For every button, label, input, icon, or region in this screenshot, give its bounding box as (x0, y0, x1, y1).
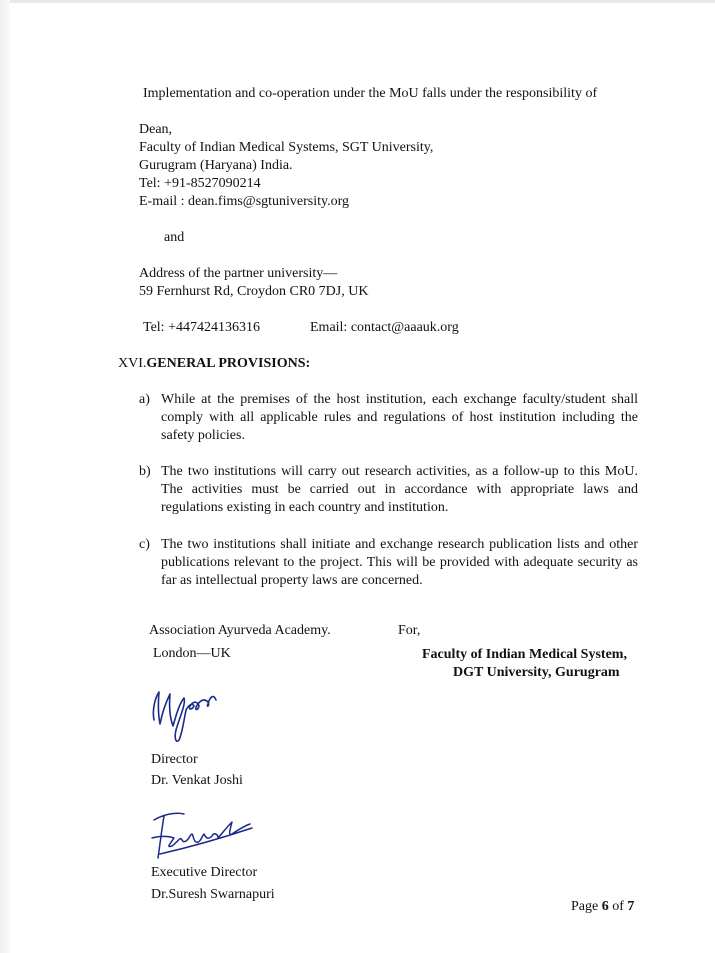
page-number (571, 898, 634, 916)
list-item-text: The two institutions shall initiate and exchange research publication lists and other publications relevant to the project. This will be provided with adequate security as far as intellectual property laws are concerned. (161, 537, 638, 588)
partner-telephone: Tel: +447424136316 (143, 320, 260, 335)
dean-title: Dean, (139, 122, 173, 137)
list-item-label: a) (139, 392, 150, 407)
page-prefix: Page (571, 899, 602, 914)
partner-email: Email: contact@aaauk.org (310, 320, 459, 335)
section-title: GENERAL PROVISIONS: (146, 356, 311, 371)
executive-director-name: Dr.Suresh Swarnapuri (151, 887, 275, 902)
page-top-edge (0, 0, 715, 3)
current-page: 6 (601, 899, 609, 914)
dean-email: E-mail : dean.fims@sgtuniversity.org (139, 194, 350, 209)
list-item-label: b) (139, 464, 151, 479)
section-number: XVI. (118, 356, 147, 371)
section-heading (118, 355, 310, 373)
for-label: For, (398, 623, 421, 638)
partner-heading: Address of the partner university— (139, 266, 338, 281)
total-pages: 7 (627, 899, 635, 914)
dean-telephone: Tel: +91-8527090214 (139, 176, 261, 191)
director-role: Director (151, 752, 198, 767)
page-of: of (608, 899, 628, 914)
right-party-university: DGT University, Gurugram (453, 665, 620, 680)
list-item-label: c) (139, 537, 150, 552)
director-signature (146, 680, 226, 746)
executive-director-signature (146, 806, 258, 864)
list-item-text: The two institutions will carry out research activities, as a follow-up to this MoU. The activities must be carried out in accordance with appropriate laws and regulations existing in each country and institution. (161, 464, 638, 515)
dean-faculty-line: Faculty of Indian Medical Systems, SGT University, (139, 140, 434, 155)
and-connector: and (164, 230, 185, 245)
partner-address: 59 Fernhurst Rd, Croydon CR0 7DJ, UK (139, 284, 369, 299)
right-party-faculty: Faculty of Indian Medical System, (422, 647, 627, 662)
director-name: Dr. Venkat Joshi (151, 773, 243, 788)
list-item-text: While at the premises of the host institution, each exchange faculty/student shall comply with all applicable rules and regulations of host institution including the safety policies. (161, 392, 638, 443)
intro-paragraph: Implementation and co-operation under the MoU falls under the responsibility of (143, 86, 598, 101)
left-party-place: London—UK (153, 646, 231, 661)
executive-director-role: Executive Director (151, 865, 258, 880)
page-left-edge (0, 0, 10, 953)
left-party-name: Association Ayurveda Academy. (149, 623, 331, 638)
dean-city-line: Gurugram (Haryana) India. (139, 158, 293, 173)
